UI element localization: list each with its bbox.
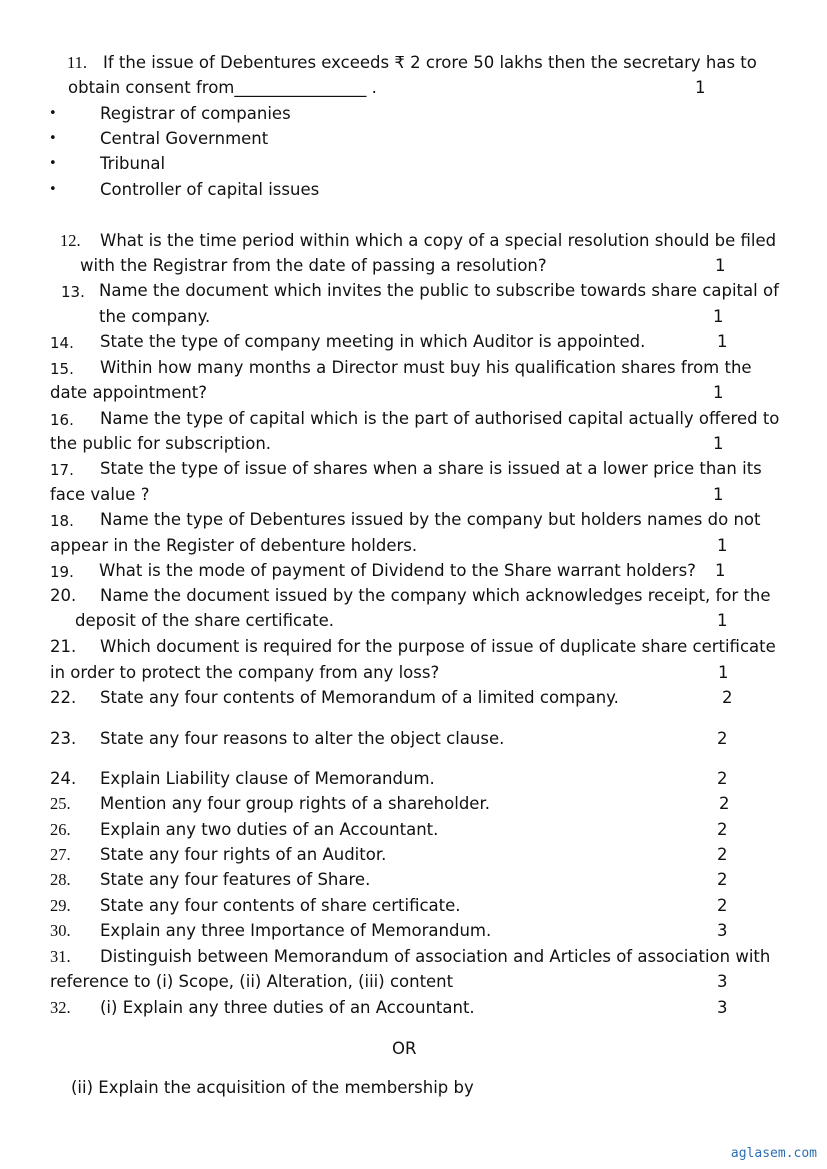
- q19-text: What is the mode of payment of Dividend to the Share warrant holders?: [99, 561, 696, 580]
- q15-text-2: date appointment?: [50, 383, 208, 402]
- q13-text: Name the document which invites the public to subscribe towards share capital of: [99, 281, 779, 300]
- q23-marks: 2: [717, 729, 728, 748]
- watermark[interactable]: aglasem.com: [730, 1146, 817, 1161]
- q32-alternative: (ii) Explain the acquisition of the membership by: [71, 1078, 474, 1097]
- q17-text-2: face value ?: [50, 485, 150, 504]
- q21-text: Which document is required for the purpose of issue of duplicate share certificate: [100, 637, 776, 656]
- q30-number: 30.: [50, 921, 71, 940]
- q15-marks: 1: [713, 383, 724, 402]
- q11-number: 11.: [67, 53, 88, 72]
- q25-number: 25.: [50, 794, 71, 813]
- q14-number: 14.: [50, 334, 74, 352]
- q15-text: Within how many months a Director must buy his qualification shares from the: [100, 358, 752, 377]
- q23-number: 23.: [50, 729, 77, 748]
- q18-number: 18.: [50, 512, 74, 530]
- q11-option: Tribunal: [100, 154, 166, 173]
- q17-text: State the type of issue of shares when a share is issued at a lower price than its: [100, 459, 762, 478]
- q15-number: 15.: [50, 360, 74, 378]
- q21-number: 21.: [50, 637, 77, 656]
- q14-marks: 1: [717, 332, 728, 351]
- q29-marks: 2: [717, 896, 728, 915]
- q17-marks: 1: [713, 485, 724, 504]
- q29-text: State any four contents of share certificate.: [100, 896, 461, 915]
- q28-number: 28.: [50, 870, 71, 889]
- q12-text-2: with the Registrar from the date of passing a resolution?: [80, 256, 547, 275]
- q31-number: 31.: [50, 947, 71, 966]
- q20-number: 20.: [50, 586, 77, 605]
- q24-number: 24.: [50, 769, 77, 788]
- q29-number: 29.: [50, 896, 71, 915]
- q13-number: 13.: [61, 283, 85, 301]
- q20-text: Name the document issued by the company which acknowledges receipt, for the: [100, 586, 771, 605]
- q27-marks: 2: [717, 845, 728, 864]
- q14-text: State the type of company meeting in which Auditor is appointed.: [100, 332, 646, 351]
- q19-marks: 1: [715, 561, 726, 580]
- q22-number: 22.: [50, 688, 77, 707]
- q31-marks: 3: [717, 972, 728, 991]
- q23-text: State any four reasons to alter the object clause.: [100, 729, 505, 748]
- q27-text: State any four rights of an Auditor.: [100, 845, 387, 864]
- q19-number: 19.: [50, 563, 74, 581]
- bullet-icon: •: [49, 156, 57, 171]
- q25-text: Mention any four group rights of a shareholder.: [100, 794, 490, 813]
- q18-marks: 1: [717, 536, 728, 555]
- q18-text-2: appear in the Register of debenture holders.: [50, 536, 418, 555]
- q30-text: Explain any three Importance of Memorandum.: [100, 921, 492, 940]
- bullet-icon: •: [49, 182, 57, 197]
- q22-marks: 2: [722, 688, 733, 707]
- q26-number: 26.: [50, 820, 71, 839]
- q16-number: 16.: [50, 411, 74, 429]
- q13-marks: 1: [713, 307, 724, 326]
- q26-marks: 2: [717, 820, 728, 839]
- q18-text: Name the type of Debentures issued by the company but holders names do not: [100, 510, 761, 529]
- q24-marks: 2: [717, 769, 728, 788]
- q16-text-2: the public for subscription.: [50, 434, 272, 453]
- q11-option: Central Government: [100, 129, 269, 148]
- q11-text: If the issue of Debentures exceeds ₹ 2 crore 50 lakhs then the secretary has to: [103, 53, 757, 72]
- q25-marks: 2: [719, 794, 730, 813]
- q11-option: Controller of capital issues: [100, 180, 320, 199]
- q16-marks: 1: [713, 434, 724, 453]
- q16-text: Name the type of capital which is the part of authorised capital actually offered to: [100, 409, 780, 428]
- q13-text-2: the company.: [99, 307, 211, 326]
- q32-marks: 3: [717, 998, 728, 1017]
- q11-marks: 1: [695, 78, 706, 97]
- q32-number: 32.: [50, 998, 71, 1017]
- q31-text-2: reference to (i) Scope, (ii) Alteration, (iii) content: [50, 972, 454, 991]
- q12-number: 12.: [60, 231, 81, 250]
- q27-number: 27.: [50, 845, 71, 864]
- q28-marks: 2: [717, 870, 728, 889]
- q28-text: State any four features of Share.: [100, 870, 371, 889]
- q22-text: State any four contents of Memorandum of a limited company.: [100, 688, 619, 707]
- q12-text: What is the time period within which a copy of a special resolution should be filed: [100, 231, 777, 250]
- q24-text: Explain Liability clause of Memorandum.: [100, 769, 435, 788]
- q32-text: (i) Explain any three duties of an Accountant.: [100, 998, 475, 1017]
- q17-number: 17.: [50, 461, 74, 479]
- q20-marks: 1: [717, 611, 728, 630]
- or-divider: OR: [392, 1039, 417, 1058]
- bullet-icon: •: [49, 106, 57, 121]
- q21-text-2: in order to protect the company from any loss?: [50, 663, 440, 682]
- q31-text: Distinguish between Memorandum of association and Articles of association with: [100, 947, 771, 966]
- q11-option: Registrar of companies: [100, 104, 291, 123]
- q30-marks: 3: [717, 921, 728, 940]
- q20-text-2: deposit of the share certificate.: [75, 611, 335, 630]
- q21-marks: 1: [718, 663, 729, 682]
- q12-marks: 1: [715, 256, 726, 275]
- bullet-icon: •: [49, 131, 57, 146]
- q26-text: Explain any two duties of an Accountant.: [100, 820, 439, 839]
- q11-text-2: obtain consent from________________ .: [68, 78, 377, 97]
